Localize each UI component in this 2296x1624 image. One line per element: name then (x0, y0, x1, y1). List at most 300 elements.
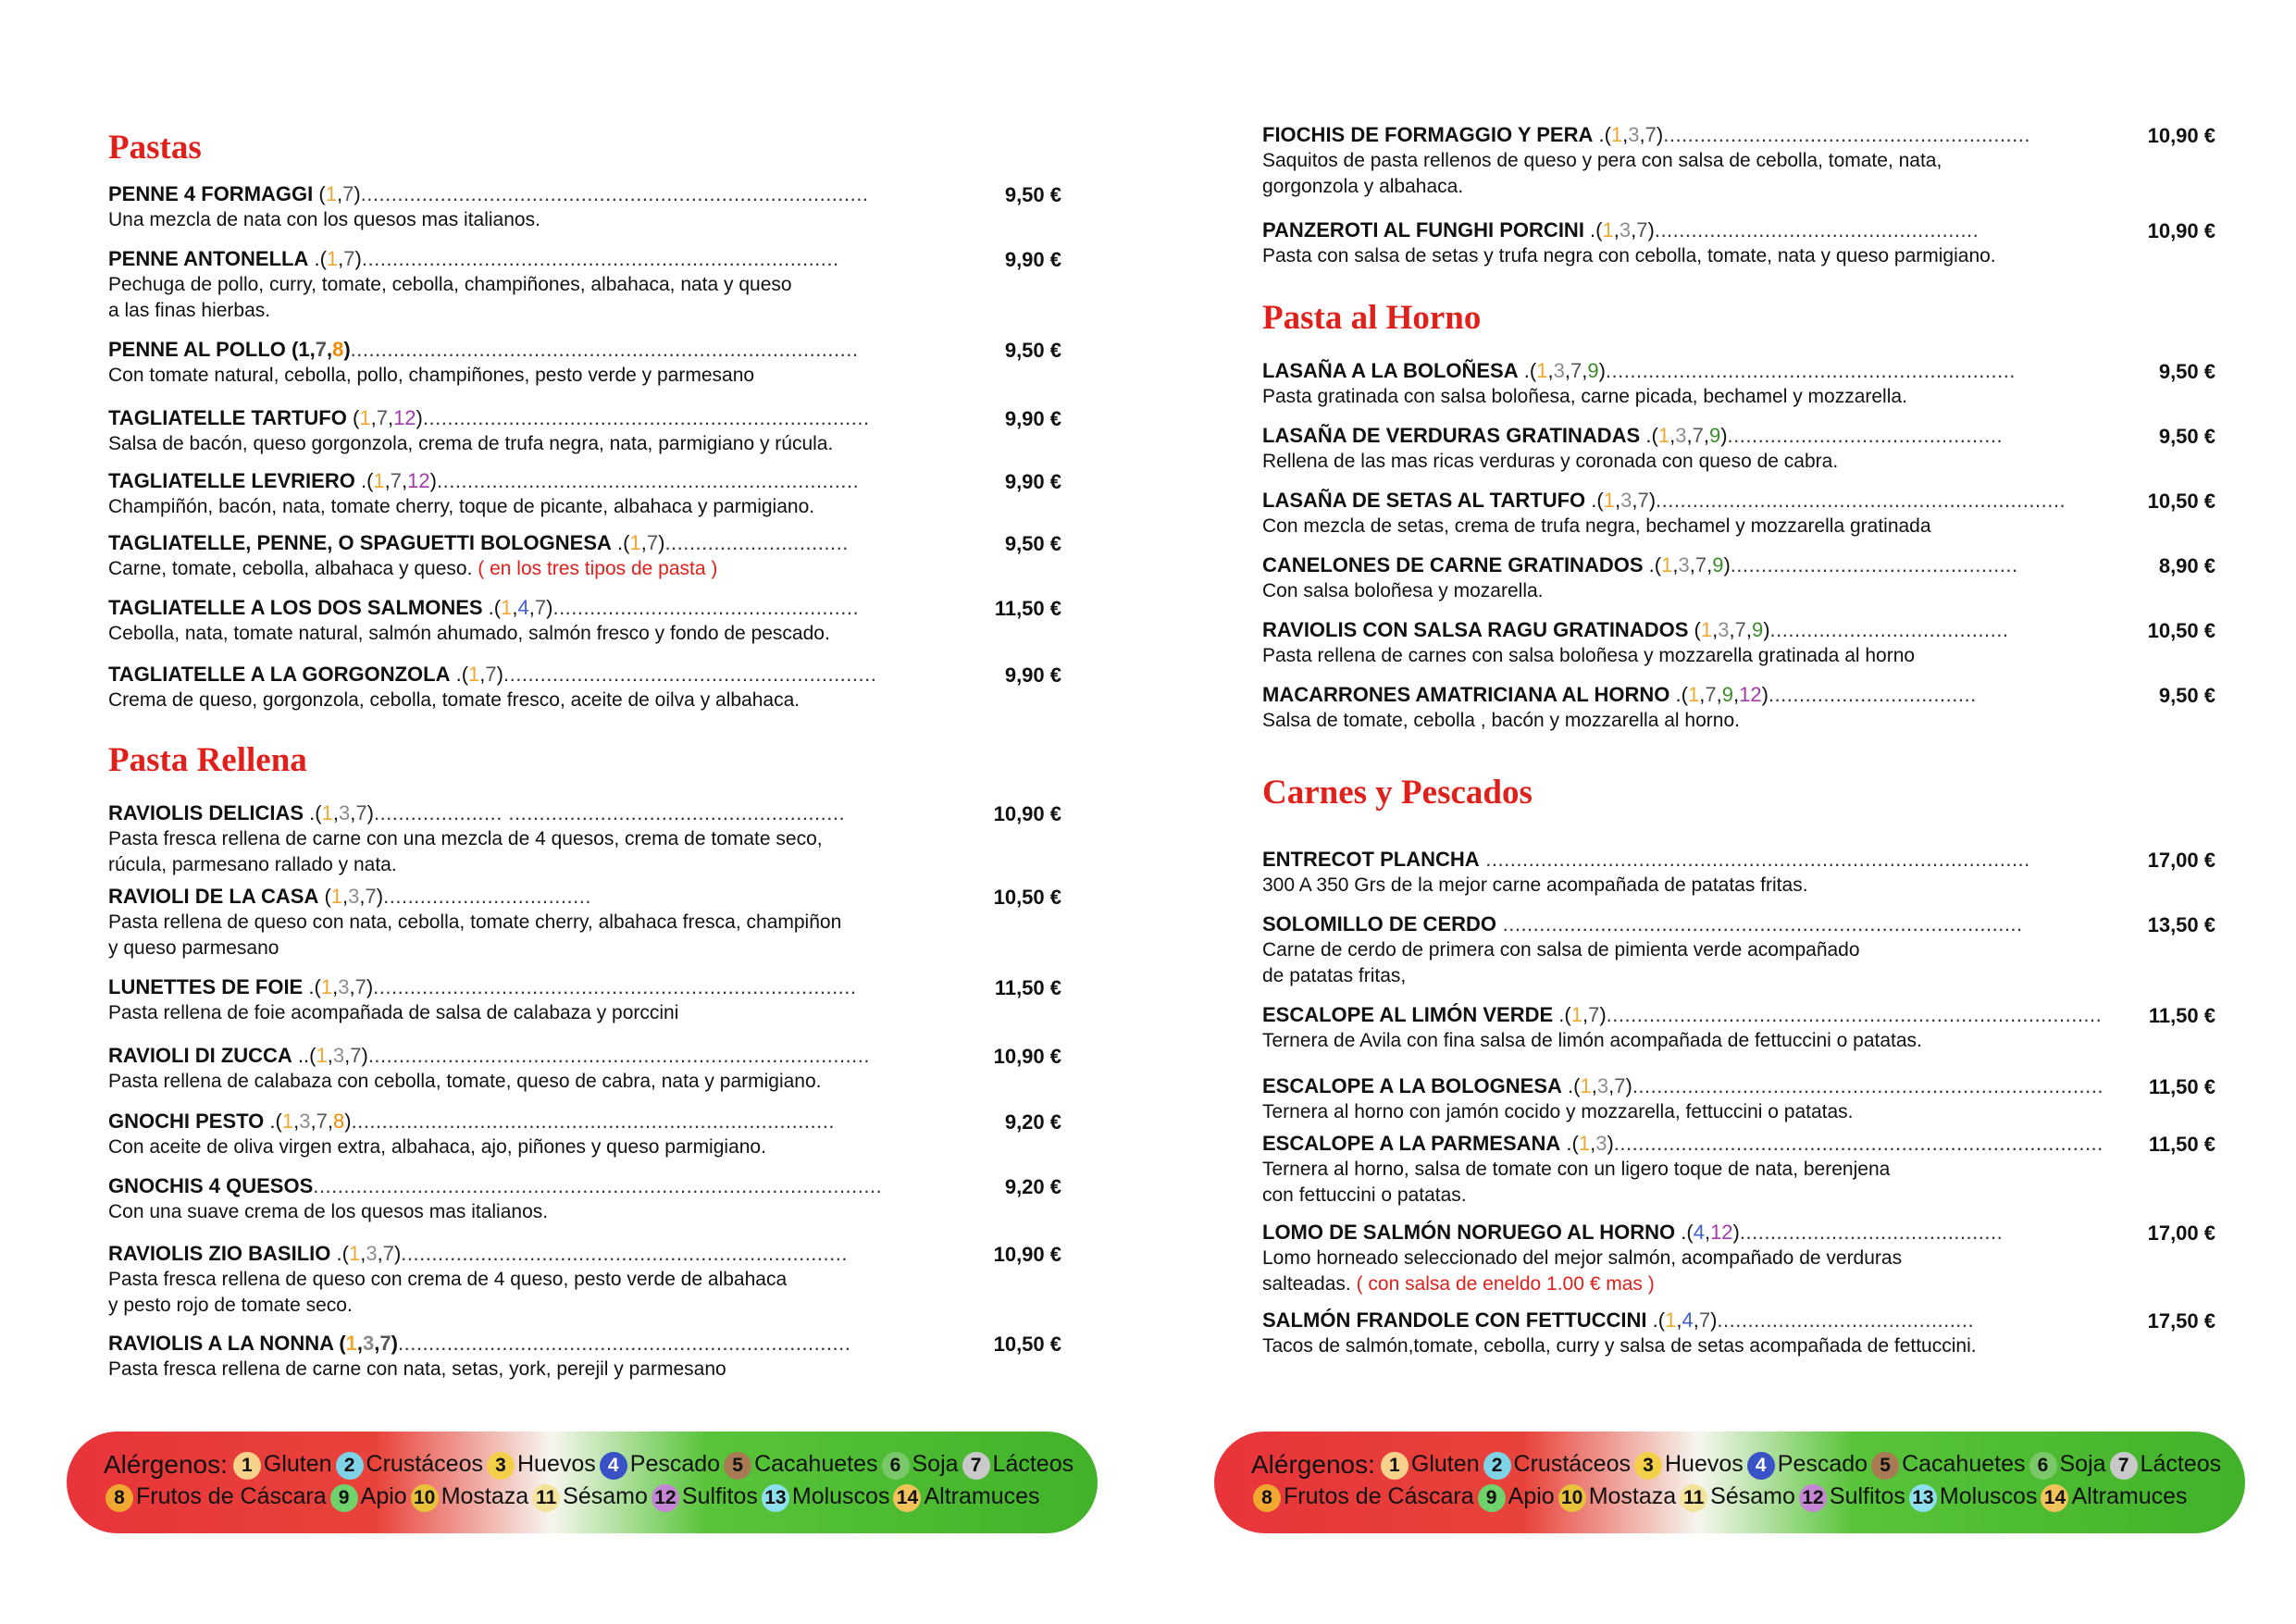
allergen-close: ) (1656, 123, 1664, 146)
dish-name: SALMÓN FRANDOLE CON FETTUCCINI (1262, 1308, 1647, 1332)
allergen-label: Apio (360, 1483, 407, 1509)
allergen-close: ) (658, 531, 665, 554)
allergen-code: 3 (1678, 553, 1690, 576)
allergen-code: 7 (376, 406, 388, 429)
leader-dots: ..................... ....................................................... (373, 801, 846, 824)
description-text: a las finas hierbas. (108, 300, 271, 321)
price: 10,50 € (993, 886, 1061, 909)
allergen-label: Sulfitos (681, 1483, 758, 1509)
allergen-label: Gluten (263, 1450, 332, 1477)
allergen-number-icon: 1 (1381, 1452, 1409, 1480)
description-text: gorgonzola y albahaca. (1262, 176, 1464, 197)
leader-dots: .............................. (664, 531, 849, 554)
allergen-code: 1 (1610, 123, 1623, 146)
description-text: y pesto rojo de tomate seco. (108, 1295, 353, 1316)
menu-item-name-line (1262, 1002, 2103, 1028)
price: 17,00 € (2147, 849, 2215, 872)
menu-item-name-line (1262, 1073, 2104, 1099)
allergen-separator: , (342, 885, 349, 908)
description-text: Pasta rellena de queso con nata, cebolla, tomate cherry, albahaca fresca, champiñon (108, 911, 842, 933)
dish-name: FIOCHIS DE FORMAGGIO Y PERA (1262, 123, 1594, 146)
allergen-code: 3 (1595, 1132, 1607, 1155)
menu-item (108, 974, 1061, 1026)
section-title: Pasta al Horno (1262, 299, 1482, 337)
leader-dots: ................................................................... (1656, 489, 2066, 512)
allergen-title: Alérgenos: (1251, 1450, 1375, 1479)
dish-name: TAGLIATELLE LEVRIERO (108, 469, 355, 492)
description-note: ( con salsa de eneldo 1.00 € mas ) (1350, 1273, 1655, 1295)
allergen-open: .( (1560, 1132, 1579, 1155)
allergen-open: ( (346, 406, 360, 429)
allergen-open: .( (1553, 1003, 1571, 1026)
dish-name: RAVIOLIS DELICIAS (108, 801, 304, 824)
description-text: Ternera al horno con jamón cocido y mozzarella, fettuccini o patatas. (1262, 1101, 1854, 1122)
allergen-code: 1 (320, 975, 333, 998)
allergen-code: 7 (1588, 1003, 1600, 1026)
menu-item (1262, 911, 2215, 989)
allergen-code: 9 (1708, 424, 1721, 447)
leader-dots: .......................................................................... (398, 1332, 851, 1355)
allergen-number-icon: 1 (233, 1452, 261, 1480)
allergen-code: 1 (1657, 424, 1670, 447)
allergen-open: .( (308, 247, 327, 270)
dish-description (108, 852, 1061, 878)
leader-dots: ..................................................................... (436, 469, 860, 492)
price: 11,50 € (994, 976, 1061, 999)
allergen-separator: , (344, 1044, 351, 1067)
allergen-separator: , (402, 469, 408, 492)
dish-description (1262, 1183, 2215, 1209)
allergen-separator: , (1591, 1074, 1597, 1097)
allergen-code: 3 (1628, 123, 1640, 146)
dish-name: RAVIOLI DI ZUCCA (108, 1044, 292, 1067)
allergen-code: 7 (1637, 489, 1649, 512)
allergen-separator: , (377, 1242, 383, 1265)
allergen-number-icon: 5 (1871, 1452, 1899, 1480)
allergen-code: 1 (1602, 218, 1614, 242)
price: 9,50 € (1004, 339, 1061, 362)
allergen-code: 7 (379, 1332, 391, 1355)
leader-dots: ..................................................... (1654, 218, 1980, 242)
allergen-open: .( (1675, 1221, 1694, 1244)
leader-dots: ........................................... (1739, 1221, 2004, 1244)
allergen-open: ( (1688, 618, 1701, 641)
price: 11,50 € (2148, 1075, 2215, 1098)
leader-dots: ............................................................................... (351, 1110, 835, 1133)
dish-name: SOLOMILLO DE CERDO (1262, 912, 1496, 936)
dish-description (108, 298, 1061, 324)
allergen-code: 1 (1536, 359, 1548, 382)
price: 10,90 € (2147, 124, 2215, 147)
allergen-close: ) (1648, 489, 1657, 512)
allergen-number-icon: 7 (962, 1452, 990, 1480)
allergen-separator: , (1631, 218, 1637, 242)
price: 9,90 € (1004, 248, 1061, 271)
allergen-label: Soja (912, 1450, 959, 1477)
menu-item (108, 530, 1061, 582)
allergen-open: .( (1646, 1308, 1666, 1332)
allergen-code: 1 (321, 801, 333, 824)
leader-dots: ................................................................................... (360, 182, 869, 205)
menu-item-name-line (1262, 911, 2021, 937)
dish-name: GNOCHIS 4 QUESOS (108, 1174, 314, 1197)
allergen-code: 7 (390, 469, 403, 492)
leader-dots: .................................. (383, 885, 591, 908)
dish-name: CANELONES DE CARNE GRATINADOS (1262, 553, 1644, 576)
allergen-open: .( (330, 1242, 349, 1265)
price: 9,20 € (1004, 1110, 1061, 1134)
allergen-open: .( (1585, 489, 1604, 512)
leader-dots: ............................................................ (1663, 123, 2030, 146)
allergen-code: 9 (1712, 553, 1724, 576)
allergen-separator: , (356, 1332, 364, 1355)
dish-name: MACARRONES AMATRICIANA AL HORNO (1262, 683, 1670, 706)
allergen-code: 3 (338, 975, 350, 998)
allergen-number-icon: 9 (1478, 1484, 1506, 1512)
allergen-separator: , (1622, 123, 1629, 146)
dish-name: RAVIOLIS A LA NONNA (108, 1332, 334, 1355)
allergen-number-icon: 13 (1909, 1484, 1937, 1512)
allergen-label: Pescado (1777, 1450, 1868, 1477)
allergen-separator: , (1613, 218, 1620, 242)
menu-item (1262, 682, 2215, 734)
allergen-code: 7 (342, 182, 354, 205)
dish-description (108, 910, 1061, 936)
allergen-code: 3 (1675, 424, 1687, 447)
allergen-number-icon: 3 (1634, 1452, 1662, 1480)
allergen-number-icon: 2 (336, 1452, 364, 1480)
leader-dots: ......................................................................... (401, 1242, 848, 1265)
allergen-code: 7 (365, 885, 377, 908)
dish-description (1262, 578, 2215, 604)
price: 9,50 € (2158, 684, 2215, 707)
leader-dots: ................................................................................ (1613, 1132, 2104, 1155)
allergen-number-icon: 4 (1747, 1452, 1775, 1480)
menu-item-name-line (1262, 617, 2021, 643)
dish-description (1262, 514, 2215, 539)
description-text: Con tomate natural, cebolla, pollo, champiñones, pesto verde y parmesano (108, 365, 755, 386)
allergen-label: Pescado (629, 1450, 721, 1477)
allergen-open: .( (450, 663, 469, 686)
allergen-label: Cacahuetes (1902, 1450, 2026, 1477)
dish-name: TAGLIATELLE TARTUFO (108, 406, 347, 429)
allergen-code: 1 (281, 1110, 294, 1133)
allergen-close: ) (1647, 218, 1655, 242)
allergen-separator: , (1582, 1003, 1589, 1026)
allergen-label: Mostaza (1588, 1483, 1677, 1509)
section-title: Carnes y Pescados (1262, 774, 1533, 812)
allergen-code: 1 (468, 663, 480, 686)
allergen-number-icon: 14 (893, 1484, 921, 1512)
allergen-separator: , (326, 338, 333, 361)
allergen-row-1 (104, 1450, 1075, 1480)
price: 10,50 € (2147, 619, 2215, 642)
leader-dots: ......................................................................... (422, 406, 870, 429)
allergen-code: 7 (382, 1242, 394, 1265)
price: 9,50 € (1004, 532, 1061, 555)
dish-name: LUNETTES DE FOIE (108, 975, 304, 998)
allergen-close: ) (429, 469, 437, 492)
allergen-code: 7 (350, 1044, 362, 1067)
menu-item (1262, 423, 2215, 475)
dish-description (1262, 963, 2215, 989)
allergen-code: 4 (1682, 1308, 1694, 1332)
allergen-open: .( (1561, 1074, 1581, 1097)
allergen-number-icon: 11 (532, 1484, 560, 1512)
description-text: Salsa de bacón, queso gorgonzola, crema de trufa negra, nata, parmigiano y rúcula. (108, 433, 834, 454)
allergen-code: 7 (1692, 424, 1704, 447)
menu-item (1262, 122, 2215, 200)
dish-description (108, 826, 1061, 852)
allergen-code: 9 (1751, 618, 1764, 641)
leader-dots: ............................................. (1727, 424, 2004, 447)
allergen-code: 1 (326, 247, 339, 270)
allergen-number-icon: 6 (882, 1452, 910, 1480)
leader-dots: ............................................................................................. (313, 1174, 883, 1197)
price: 13,50 € (2147, 913, 2215, 936)
menu-item-name-line (108, 1109, 867, 1134)
dish-name: LOMO DE SALMÓN NORUEGO AL HORNO (1262, 1221, 1676, 1244)
description-text: Pasta fresca rellena de carne con nata, setas, york, perejil y parmesano (108, 1358, 726, 1380)
allergen-label: Sésamo (563, 1483, 648, 1509)
allergen-close: ) (1763, 618, 1770, 641)
menu-item (108, 405, 1061, 457)
allergen-separator: , (1639, 123, 1645, 146)
allergen-code: 7 (315, 338, 327, 361)
price: 11,50 € (994, 597, 1061, 620)
description-text: y queso parmesano (108, 937, 279, 959)
description-text: Pasta rellena de carnes con salsa boloñesa y mozzarella gratinada al horno (1262, 645, 1916, 666)
description-text: Una mezcla de nata con los quesos mas italianos. (108, 209, 540, 230)
price: 9,90 € (1004, 407, 1061, 430)
allergen-close: ) (1598, 359, 1606, 382)
allergen-close: ) (393, 1242, 402, 1265)
allergen-open: .( (304, 801, 322, 824)
menu-item (1262, 1002, 2215, 1054)
allergen-number-icon: 14 (2041, 1484, 2068, 1512)
allergen-label: Gluten (1410, 1450, 1480, 1477)
allergen-separator: , (349, 975, 355, 998)
description-text: Pasta rellena de foie acompañada de salsa de calabaza y porccini (108, 1002, 679, 1023)
allergen-separator: , (370, 406, 377, 429)
allergen-open: .( (1583, 218, 1603, 242)
price: 10,90 € (2147, 219, 2215, 242)
menu-item (108, 1109, 1061, 1160)
price: 17,00 € (2147, 1221, 2215, 1245)
dish-description (108, 1134, 1061, 1160)
allergen-close: ) (376, 885, 384, 908)
menu-item (1262, 1308, 2215, 1359)
allergen-label: Moluscos (791, 1483, 890, 1509)
allergen-separator: , (1716, 683, 1722, 706)
allergen-separator: , (327, 1110, 333, 1133)
description-text: Crema de queso, gorgonzola, cebolla, tomate fresco, aceite de oilva y albahaca. (108, 689, 800, 711)
allergen-label: Moluscos (1939, 1483, 2038, 1509)
allergen-code: 7 (343, 247, 355, 270)
allergen-close: ) (1625, 1074, 1632, 1097)
allergen-separator: , (1686, 424, 1693, 447)
description-text: Pasta rellena de calabaza con cebolla, tomate, queso de cabra, nata y parmigiano. (108, 1071, 822, 1092)
allergen-open: ( (333, 1332, 346, 1355)
description-text: Champiñón, bacón, nata, tomate cherry, toque de picante, albahaca y parmigiano. (108, 496, 815, 517)
menu-item-name-line (108, 1241, 867, 1267)
allergen-code: 7 (1705, 683, 1717, 706)
allergen-separator: , (1614, 489, 1621, 512)
menu-item (1262, 358, 2215, 410)
menu-item-name-line (1262, 217, 2021, 243)
menu-item-name-line (1262, 488, 2066, 514)
description-text: Cebolla, nata, tomate natural, salmón ahumado, salmón fresco y fondo de pescado. (108, 623, 830, 644)
allergen-code: 3 (1619, 218, 1632, 242)
dish-description (1262, 873, 2215, 899)
allergen-separator: , (1590, 1132, 1596, 1155)
allergen-number-icon: 5 (724, 1452, 751, 1480)
allergen-code: 1 (316, 1044, 328, 1067)
allergen-close: ) (496, 663, 503, 686)
allergen-code: 7 (316, 1110, 328, 1133)
description-text: Ternera de Avila con fina salsa de limón acompañada de fettuccini o patatas. (1262, 1030, 1922, 1051)
allergen-separator: , (512, 596, 518, 619)
menu-item (108, 181, 1061, 233)
leader-dots: .................................. (1768, 683, 1977, 706)
menu-item-name-line (1262, 682, 2021, 708)
allergen-label: Mostaza (441, 1483, 529, 1509)
allergen-number-icon: 10 (1558, 1484, 1586, 1512)
allergen-code: 7 (534, 596, 547, 619)
menu-item-name-line (1262, 552, 2021, 578)
allergen-code: 1 (1578, 1132, 1591, 1155)
menu-item (108, 1043, 1061, 1095)
allergen-close: ) (366, 975, 374, 998)
allergen-number-icon: 8 (105, 1484, 133, 1512)
allergen-code: 1 (1687, 683, 1700, 706)
allergen-number-icon: 4 (600, 1452, 627, 1480)
allergen-separator: , (1582, 359, 1588, 382)
allergen-code: 3 (1718, 618, 1730, 641)
allergen-separator: , (528, 596, 535, 619)
leader-dots: ................................................................... (1605, 359, 2016, 382)
description-text: con fettuccini o patatas. (1262, 1184, 1467, 1206)
allergen-code: 7 (485, 663, 497, 686)
allergen-close: ) (1710, 1308, 1718, 1332)
allergen-code: 1 (325, 182, 337, 205)
dish-description (108, 1293, 1061, 1319)
allergen-close: ) (354, 247, 362, 270)
dish-name: TAGLIATELLE, PENNE, O SPAGUETTI BOLOGNESA (108, 531, 612, 554)
menu-item (108, 662, 1061, 713)
allergen-separator: , (1706, 553, 1713, 576)
description-text: Salsa de tomate, cebolla , bacón y mozzarella al horno. (1262, 710, 1740, 731)
allergen-label: Crustáceos (1513, 1450, 1631, 1477)
dish-description (108, 363, 1061, 389)
price: 11,50 € (2148, 1133, 2215, 1156)
menu-item (108, 595, 1061, 647)
description-text: Ternera al horno, salsa de tomate con un ligero toque de nata, berenjena (1262, 1159, 1891, 1180)
menu-item (108, 800, 1061, 878)
description-text: Con salsa boloñesa y mozarella. (1262, 580, 1544, 601)
description-text: Pasta gratinada con salsa boloñesa, carne picada, bechamel y mozzarella. (1262, 386, 1907, 407)
allergen-title: Alérgenos: (104, 1450, 228, 1479)
leader-dots: ..................................................................................... (1496, 912, 2023, 936)
price: 10,50 € (2147, 490, 2215, 513)
allergen-separator: , (1632, 489, 1638, 512)
description-text: Pechuga de pollo, curry, tomate, cebolla, champiñones, albahaca, nata y queso (108, 274, 792, 295)
allergen-code: 8 (332, 338, 344, 361)
price: 17,50 € (2147, 1309, 2215, 1333)
description-text: Lomo horneado seleccionado del mejor salmón, acompañado de verduras (1262, 1247, 1903, 1269)
leader-dots: ....................................... (1769, 618, 2009, 641)
allergen-separator: , (479, 663, 486, 686)
dish-description (108, 1000, 1061, 1026)
description-text: Rellena de las mas ricas verduras y coronada con queso de cabra. (1262, 451, 1839, 472)
allergen-separator: , (310, 1110, 316, 1133)
description-note: ( en los tres tipos de pasta ) (472, 558, 718, 579)
allergen-open: ..( (292, 1044, 316, 1067)
dish-description (108, 556, 1061, 582)
dish-name: PENNE ANTONELLA (108, 247, 309, 270)
allergen-open: .( (1593, 123, 1611, 146)
dish-description (108, 272, 1061, 298)
dish-name: LASAÑA DE VERDURAS GRATINADAS (1262, 424, 1641, 447)
allergen-label: Sésamo (1710, 1483, 1795, 1509)
dish-name: LASAÑA DE SETAS AL TARTUFO (1262, 489, 1586, 512)
menu-item-name-line (108, 595, 867, 621)
dish-description (1262, 174, 2215, 200)
price: 10,90 € (993, 1045, 1061, 1068)
allergen-code: 3 (339, 801, 351, 824)
allergen-code: 9 (1721, 683, 1733, 706)
description-text: Pasta fresca rellena de carne con una mezcla de 4 quesos, crema de tomate seco, (108, 828, 823, 849)
allergen-close: ) (1599, 1003, 1607, 1026)
allergen-code: 12 (1710, 1221, 1733, 1244)
price: 10,90 € (993, 1243, 1061, 1266)
allergen-separator: , (384, 469, 391, 492)
menu-item (1262, 552, 2215, 604)
allergen-open: ( (313, 182, 326, 205)
menu-item (1262, 847, 2215, 899)
dish-description (108, 1357, 1061, 1382)
leader-dots: ................................................................................. (1606, 1003, 2103, 1026)
allergen-close: ) (1607, 1132, 1614, 1155)
leader-dots: .......................................... (1717, 1308, 1975, 1332)
dish-description (1262, 148, 2215, 174)
menu-item-name-line (1262, 1308, 2021, 1333)
dish-name: RAVIOLI DE LA CASA (108, 885, 319, 908)
allergen-separator: , (1689, 553, 1695, 576)
allergen-code: 3 (363, 1332, 375, 1355)
allergen-code: 12 (1739, 683, 1762, 706)
allergen-label: Crustáceos (366, 1450, 483, 1477)
dish-description (1262, 243, 2215, 269)
allergen-open: .( (1518, 359, 1537, 382)
dish-name: ENTRECOT PLANCHA (1262, 848, 1480, 871)
menu-item (108, 246, 1061, 324)
allergen-label: Huevos (517, 1450, 596, 1477)
menu-item (108, 468, 1061, 520)
allergen-code: 1 (373, 469, 385, 492)
dish-description (108, 494, 1061, 520)
description-text: rúcula, parmesano rallado y nata. (108, 854, 397, 875)
dish-description (1262, 937, 2215, 963)
allergen-label: Cacahuetes (754, 1450, 878, 1477)
price: 9,50 € (1004, 183, 1061, 206)
menu-item (1262, 488, 2215, 539)
menu-item (108, 1173, 1061, 1225)
dish-description (108, 688, 1061, 713)
menu-item-name-line (1262, 122, 2030, 148)
description-text: Carne, tomate, cebolla, albahaca y queso. (108, 558, 473, 579)
price: 9,20 € (1004, 1175, 1061, 1198)
